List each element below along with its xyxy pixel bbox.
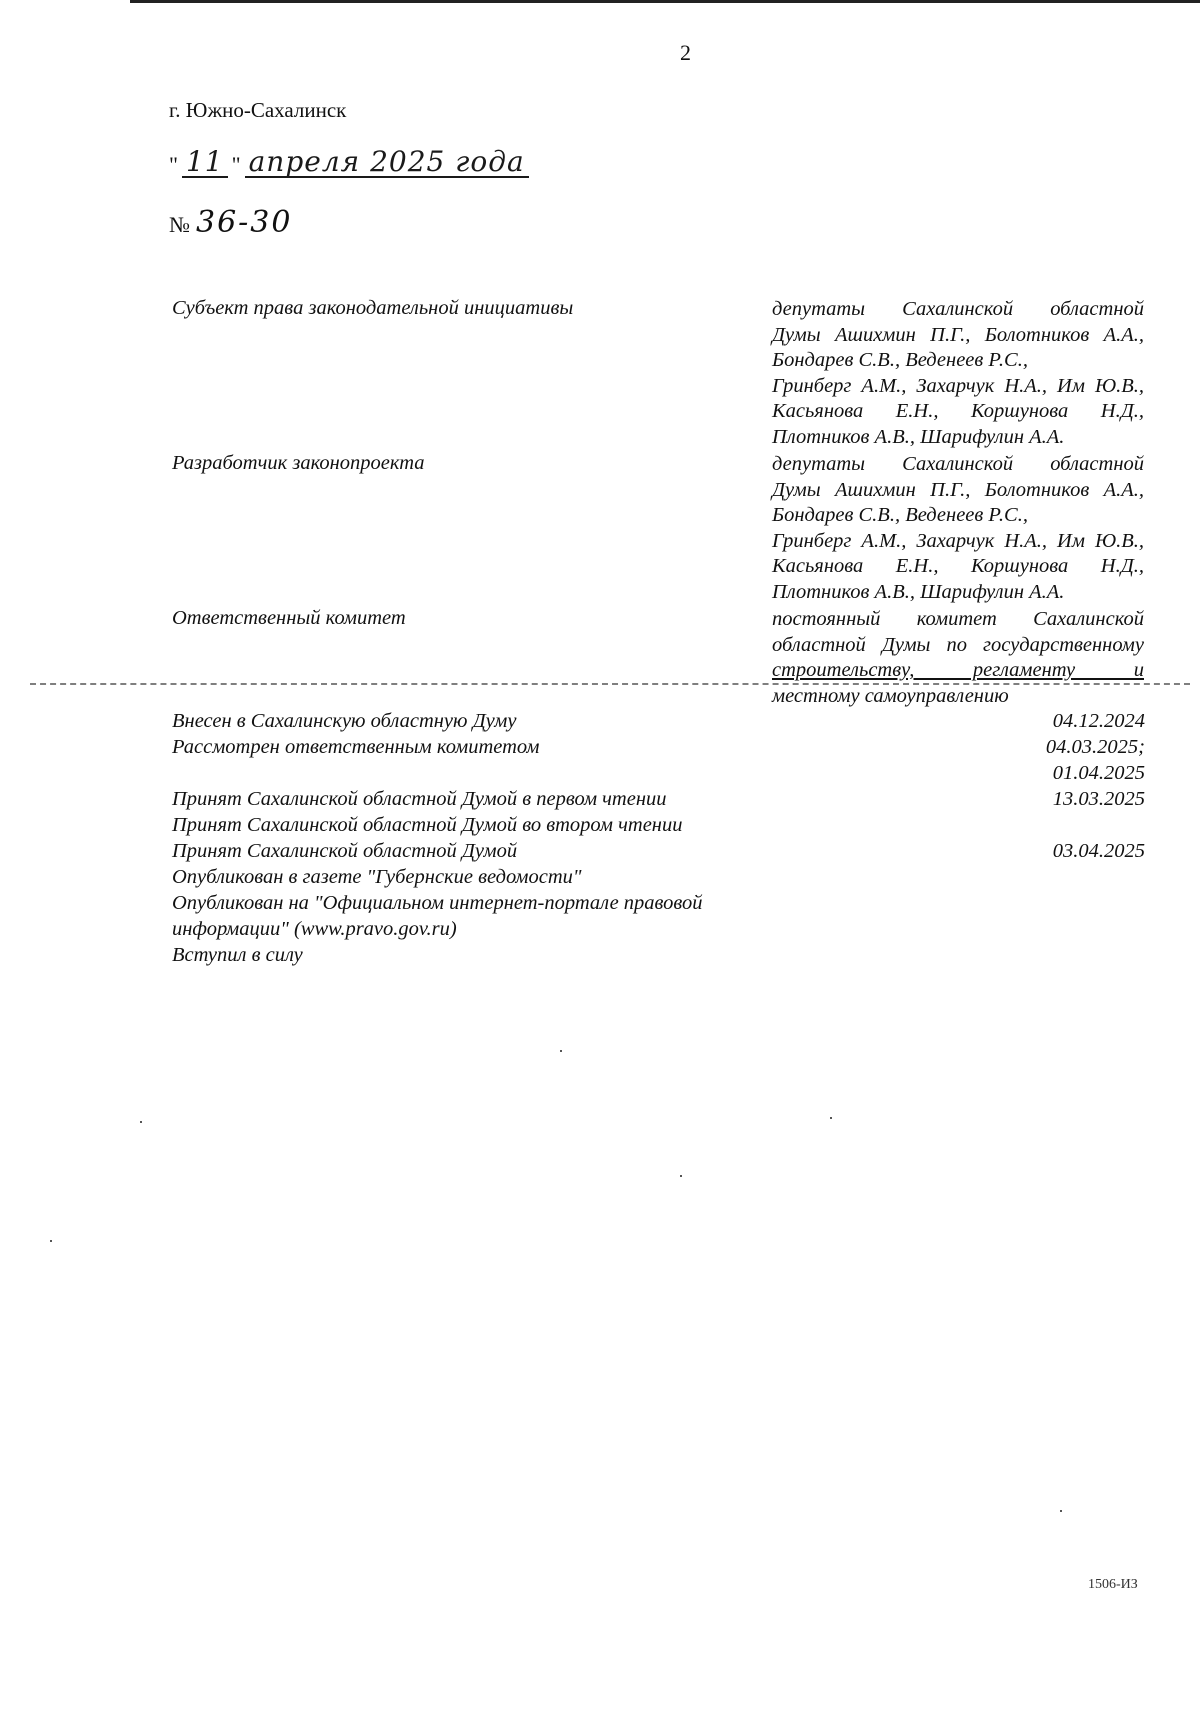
subject-line: Бондарев С.В., Веденеев Р.С., [772,349,1028,371]
considered-date: 04.03.2025; [1045,736,1145,758]
subject-line: Гринберг А.М., Захарчук Н.А., Им Ю.В., [772,374,1144,397]
adopted-label: Принят Сахалинской областной Думой [172,840,518,862]
introduced-label: Внесен в Сахалинскую областную Думу [172,710,517,732]
signing-date [169,145,529,178]
developer-label: Разработчик законопроекта [172,452,425,474]
considered-label: Рассмотрен ответственным комитетом [172,736,540,758]
scan-speck [680,1175,682,1177]
published-portal-label-cont: информации" (www.pravo.gov.ru) [172,918,457,940]
developer-line: Касьянова Е.Н., Коршунова Н.Д., [772,555,1144,577]
second-reading-label: Принят Сахалинской областной Думой во втором чтении [172,814,683,836]
adopted-date: 03.04.2025 [1052,840,1145,862]
developer-line: депутаты Сахалинской областной [772,453,1144,475]
subject-line: Плотников А.В., Шарифулин А.А. [772,425,1065,448]
date-quote-close: " [231,152,241,177]
first-reading-date: 13.03.2025 [1052,788,1145,810]
footer-code: 1506-ИЗ [1088,1577,1138,1592]
law-number-handwritten: 36-30 [196,205,293,240]
introduced-date: 04.12.2024 [1052,710,1145,732]
number-sign: № [169,212,190,237]
entered-force-label: Вступил в силу [172,944,303,966]
subject-value [772,297,1144,450]
published-portal-label: Опубликован на "Официальном интернет-портале правовой [172,892,703,914]
developer-line: Бондарев С.В., Веденеев Р.С., [772,504,1028,526]
developer-value [772,452,1144,605]
subject-line: Думы Ашихмин П.Г., Болотников А.А., [772,323,1144,346]
date-month-year-handwritten: апреля 2025 года [245,148,529,178]
committee-line: местному самоуправлению [772,684,1009,707]
developer-line: Плотников А.В., Шарифулин А.А. [772,580,1065,603]
considered-date-2: 01.04.2025 [1052,762,1145,784]
committee-line: строительству, регламенту и [772,659,1144,681]
developer-line: Гринберг А.М., Захарчук Н.А., Им Ю.В., [772,529,1144,552]
committee-line: областной Думы по государственному [772,633,1144,656]
developer-line: Думы Ашихмин П.Г., Болотников А.А., [772,478,1144,501]
date-day-handwritten: 11 [182,148,228,178]
date-quote-open: " [169,152,178,177]
subject-label: Субъект права законодательной инициативы [172,297,574,319]
first-reading-label: Принят Сахалинской областной Думой в первом чтении [172,788,667,810]
committee-value [772,607,1144,709]
scan-dashed-line [30,683,1190,685]
committee-label: Ответственный комитет [172,607,406,629]
law-number [169,205,292,240]
subject-line: Касьянова Е.Н., Коршунова Н.Д., [772,400,1144,422]
scan-top-edge [130,0,1200,3]
scan-speck [1060,1510,1062,1512]
scan-speck [560,1050,562,1052]
subject-line: депутаты Сахалинской областной [772,298,1144,320]
scan-speck [50,1240,52,1242]
city-line: г. Южно-Сахалинск [169,98,347,122]
committee-line: постоянный комитет Сахалинской [772,608,1144,630]
published-newspaper-label: Опубликован в газете "Губернские ведомости" [172,866,582,888]
scan-speck [140,1121,142,1123]
page-number: 2 [680,40,691,65]
scan-speck [830,1117,832,1119]
